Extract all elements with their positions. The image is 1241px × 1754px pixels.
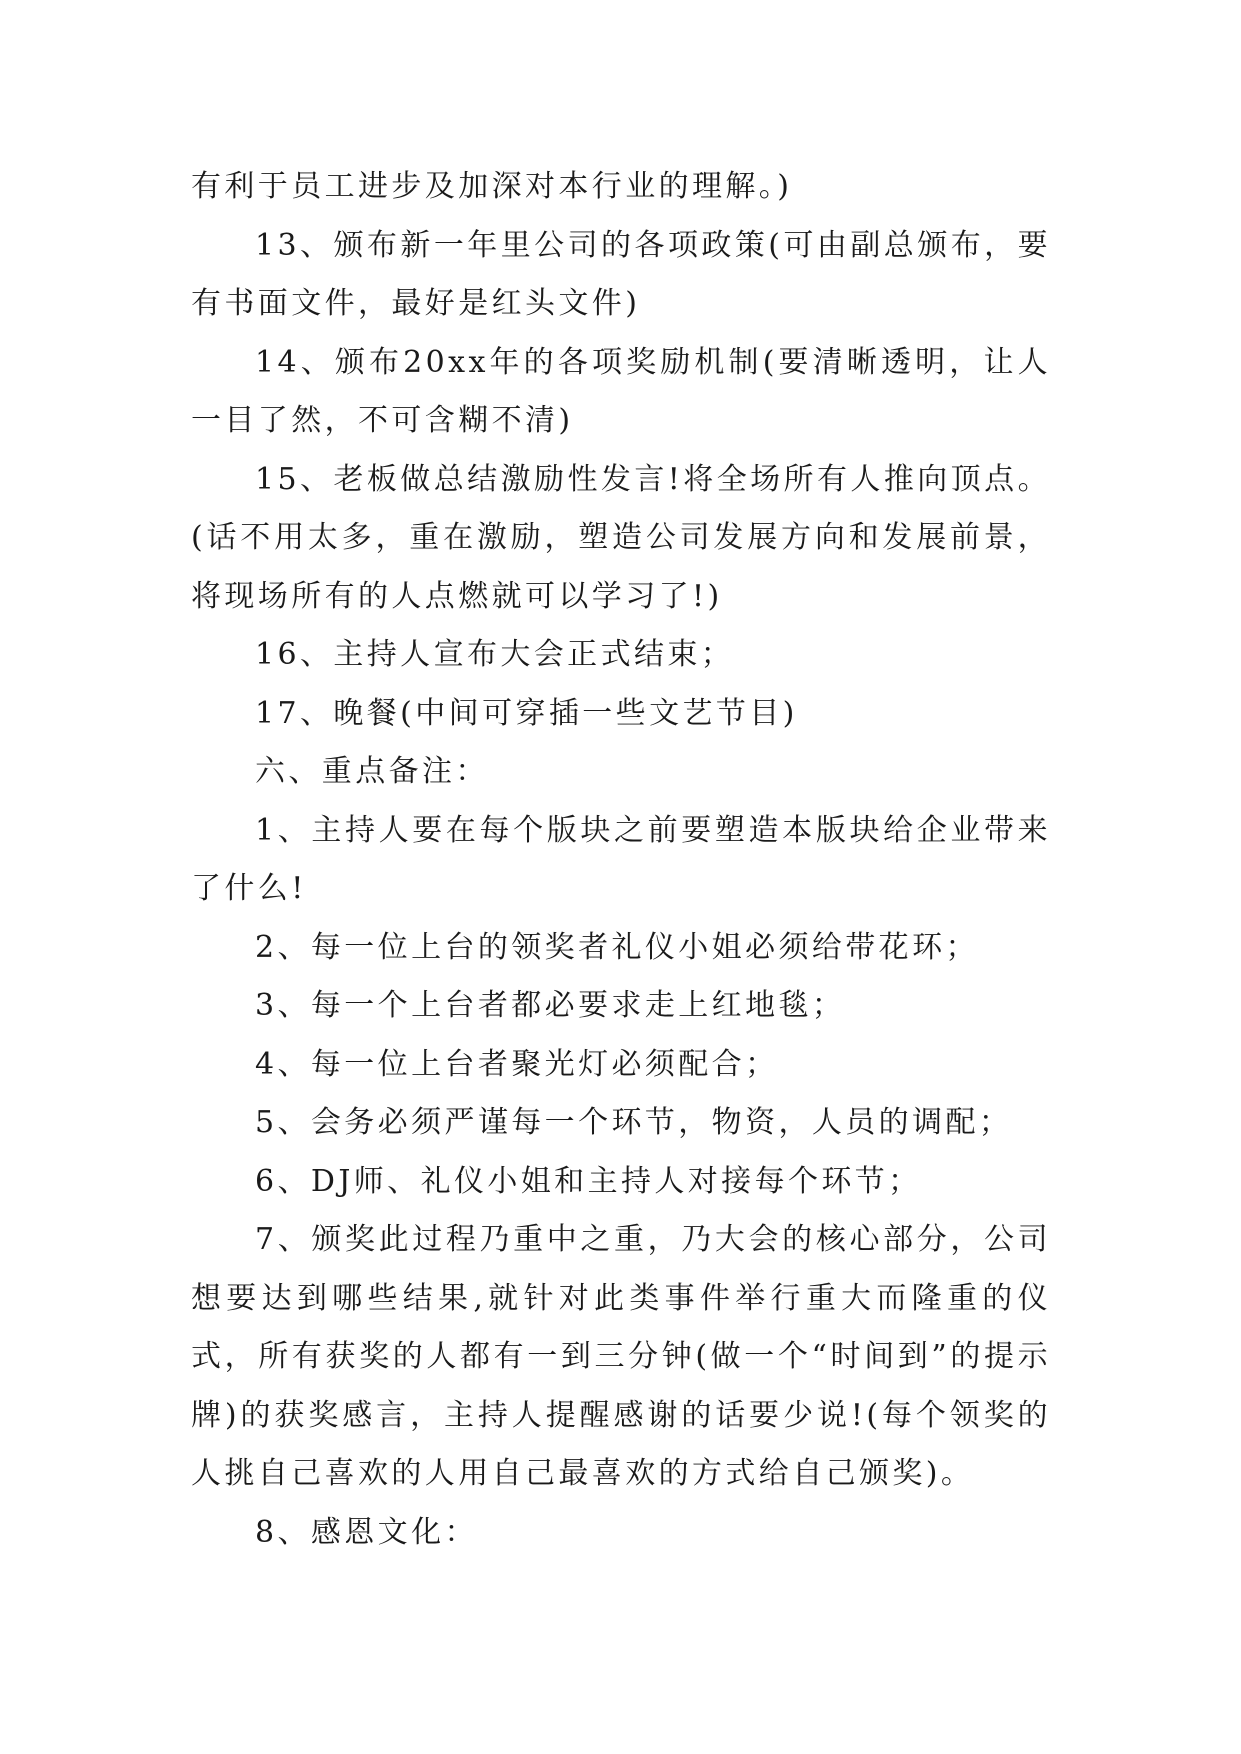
paragraph-item-13: 13、颁布新一年里公司的各项政策(可由副总颁布，要有书面文件，最好是红头文件) <box>191 227 1051 321</box>
paragraph-item-17: 17、晚餐(中间可穿插一些文艺节目) <box>255 695 798 731</box>
document-body <box>191 158 1051 1562</box>
paragraph-item-14: 14、颁布20xx年的各项奖励机制(要清晰透明，让人一目了然，不可含糊不清) <box>191 344 1051 438</box>
note-item-5: 5、会务必须严谨每一个环节，物资，人员的调配； <box>255 1105 1013 1140</box>
note-item-3: 3、每一个上台者都必要求走上红地毯； <box>255 988 846 1023</box>
note-item-6: 6、DJ师、礼仪小姐和主持人对接每个环节； <box>255 1163 922 1199</box>
note-item-7: 7、颁奖此过程乃重中之重，乃大会的核心部分，公司想要达到哪些结果,就针对此类事件举行重大而隆重的仪式，所有获奖的人都有一到三分钟(做一个“时间到”的提示牌)的获奖感言，主持人提醒感谢的话要少说!(每个领奖的人挑自己喜欢的人用自己最喜欢的方式给自己颁奖)。 <box>191 1222 1051 1491</box>
section-heading-notes: 六、重点备注： <box>255 754 489 789</box>
note-item-2: 2、每一位上台的领奖者礼仪小姐必须给带花环； <box>255 929 979 965</box>
paragraph-intro-continuation: 有利于员工进步及加深对本行业的理解。) <box>191 169 793 204</box>
paragraph-item-16: 16、主持人宣布大会正式结束； <box>255 637 735 672</box>
note-item-1: 1、主持人要在每个版块之前要塑造本版块给企业带来了什么! <box>191 812 1051 906</box>
note-item-8: 8、感恩文化： <box>255 1514 478 1550</box>
paragraph-item-15: 15、老板做总结激励性发言!将全场所有人推向顶点。(话不用太多，重在激励，塑造公司发展方向和发展前景，将现场所有的人点燃就可以学习了!) <box>191 461 1051 614</box>
note-item-4: 4、每一位上台者聚光灯必须配合； <box>255 1046 779 1082</box>
